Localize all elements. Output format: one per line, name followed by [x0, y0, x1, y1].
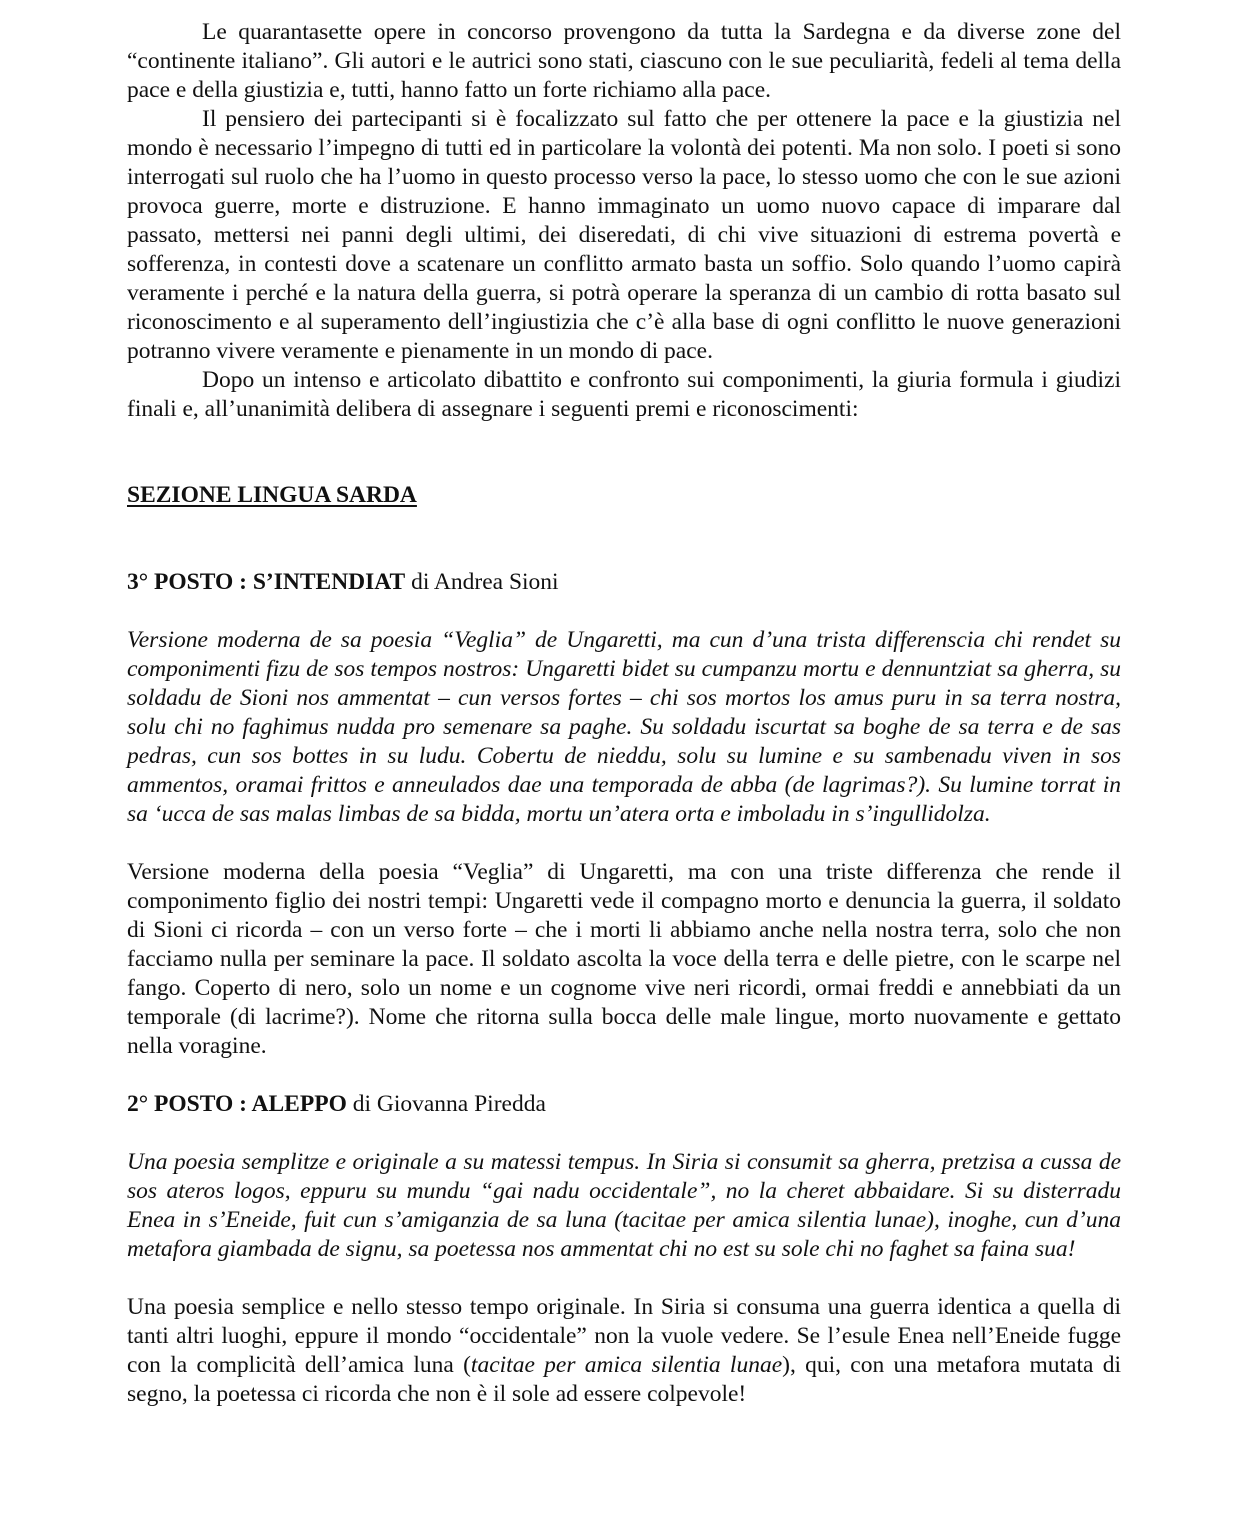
award-author: di Andrea Sioni — [405, 569, 559, 595]
italian-text: ), qui, con una metafora mutata di segno, la poetessa ci ricorda che non è il sole ad essere colpevole! — [127, 1352, 1121, 1407]
document-body — [127, 18, 1121, 1409]
sardinian-commentary: Versione moderna de sa poesia “Veglia” de Ungaretti, ma cun d’una trista differenscia chi rendet su componimenti fizu de sos tempos nostros: Ungaretti bidet su cumpanzu mortu e dennuntziat sa gherra, su soldadu de Sioni nos ammentat – cun versos fortes – chi sos mortos los amus puru in sa terra nostra, solu chi no faghimus nudda pro semenare sa paghe. Su soldadu iscurtat sa boghe de sa terra e de sas pedras, cun sos bottes in su ludu. Cobertu de nieddu, solu su lumine e su sambenadu viven in sos ammentos, oramai frittos e anneulados dae una temporada de abba (de lagrimas?). Su lumine torrat in sa ‘ucca de sas malas limbas de sa bidda, mortu un’atera orta e imboladu in s’ingullidolza. — [127, 627, 1121, 827]
award-author: di Giovanna Piredda — [346, 1091, 546, 1117]
italian-commentary: Versione moderna della poesia “Veglia” di Ungaretti, ma con una triste differenza che rende il componimento figlio dei nostri tempi: Ungaretti vede il compagno morto e denuncia la guerra, il soldato di Sioni ci ricorda – con un verso forte – che i morti li abbiamo anche nella nostra terra, solo che non facciamo nulla per seminare la pace. Il soldato ascolta la voce della terra e delle pietre, con le scarpe nel fango. Coperto di nero, solo un nome e un cognome vive neri ricordi, ormai freddi e annebbiati da un temporale (di lacrime?). Nome che ritorna sulla bocca delle male lingue, morto nuovamente e gettato nella voragine. — [127, 859, 1121, 1059]
award-title: 3° POSTO : S’INTENDIAT — [127, 569, 406, 595]
intro-paragraph: Il pensiero dei partecipanti si è focalizzato sul fatto che per ottenere la pace e la giustizia nel mondo è necessario l’impegno di tutti ed in particolare la volontà dei potenti. Ma non solo. I poeti si sono interrogati sul ruolo che ha l’uomo in questo processo verso la pace, lo stesso uomo che con le sue azioni provoca guerre, morte e distruzione. E hanno immaginato un uomo nuovo capace di imparare dal passato, mettersi nei panni degli ultimi, dei diseredati, di chi vive situazioni di estrema povertà e sofferenza, in contesti dove a scatenare un conflitto armato basta un soffio. Solo quando l’uomo capirà veramente i perché e la natura della guerra, si potrà operare la speranza di un cambio di rotta basato sul riconoscimento e al superamento dell’ingiustizia che c’è alla base di ogni conflitto le nuove generazioni potranno vivere veramente e pienamente in un mondo di pace. — [127, 106, 1121, 364]
intro-paragraph: Dopo un intenso e articolato dibattito e confronto sui componimenti, la giuria formula i giudizi finali e, all’unanimità delibera di assegnare i seguenti premi e riconoscimenti: — [127, 367, 1121, 422]
award-heading-second — [127, 1090, 1121, 1119]
section-heading: SEZIONE LINGUA SARDA — [127, 482, 417, 508]
italian-commentary — [127, 1293, 1121, 1409]
award-heading-third — [127, 568, 1121, 597]
italian-text: Una poesia semplice e nello stesso tempo originale. In Siria si consuma una guerra identica a quella di tanti altri luoghi, eppure il mondo “occidentale” non la vuole vedere. Se l’esule Enea nell’Eneide fugge con la complicità dell’amica luna ( — [127, 1294, 1121, 1378]
sardinian-commentary: Una poesia semplitze e originale a su matessi tempus. In Siria si consumit sa gherra, pretzisa a cussa de sos ateros logos, eppuru su mundu “gai nadu occidentale”, no la cheret abbaidare. Si su disterradu Enea in s’Eneide, fuit cun s’amiganzia de sa luna (tacitae per amica silentia lunae), inoghe, cun d’una metafora giambada de signu, sa poetessa nos ammentat chi no est su sole chi no faghet sa faina sua! — [127, 1149, 1121, 1262]
intro-paragraph: Le quarantasette opere in concorso provengono da tutta la Sardegna e da diverse zone del “continente italiano”. Gli autori e le autrici sono stati, ciascuno con le sue peculiarità, fedeli al tema della pace e della giustizia e, tutti, hanno fatto un forte richiamo alla pace. — [127, 19, 1121, 103]
latin-quote: tacitae per amica silentia lunae — [470, 1352, 783, 1378]
award-title: 2° POSTO : ALEPPO — [127, 1091, 347, 1117]
